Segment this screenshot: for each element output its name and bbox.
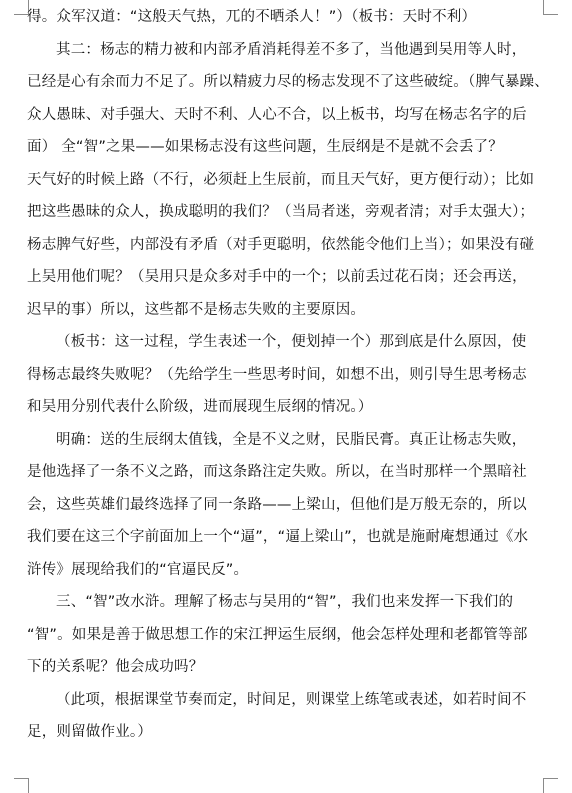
text-line: 是他选择了一条不义之路，而这条路注定失败。所以，在当时那样一个黑暗社 [27,464,527,480]
text-line: （板书：这一过程，学生表述一个，便划掉一个）那到底是什么原因，使 [56,334,527,350]
text-line: 得杨志最终失败呢？（先给学生一些思考时间，如想不出，则引导生思考杨志 [27,366,527,383]
text-line: 下的关系呢？他会成功吗？ [27,659,204,675]
text-line: 得。众军汉道：“这般天气热，兀的不晒杀人！”）（板书：天时不利） [27,9,477,25]
text-line: 把这些愚昧的众人，换成聪明的我们？（当局者迷，旁观者清；对手太强大）； [27,204,535,220]
text-line: 杨志脾气好些，内部没有矛盾（对手更聪明，依然能令他们上当）；如果没有碰 [27,236,535,253]
text-line: 和吴用分别代表什么阶级，进而展现生辰纲的情况。） [27,399,373,415]
text-line: 天气好的时候上路（不行，必须赶上生辰前，而且天气好，更方便行动）；比如 [27,171,535,188]
text-line: 上吴用他们呢？（吴用只是众多对手中的一个；以前丢过花石岗；还会再送， [27,269,527,285]
text-line: 众人愚昧、对手强大、天时不利、人心不合，以上板书，均写在杨志名字的后 [27,106,527,123]
text-line: 浒传》展现给我们的“官逼民反”。 [27,561,249,578]
text-line: 已经是心有余而力不足了。所以精疲力尽的杨志发现不了这些破绽。（脾气暴躁、 [27,74,549,90]
text-line: 会，这些英雄们最终选择了同一条路——上梁山，但他们是万般无奈的，所以 [27,496,527,513]
page-corner-mark [543,778,558,793]
text-line: 迟早的事）所以，这些都不是杨志失败的主要原因。 [27,301,366,318]
text-line: 我们要在这三个字前面加上一个“逼”，“逼上梁山”，也就是施耐庵想通过《水 [27,529,529,545]
text-line: 明确：送的生辰纲太值钱，全是不义之财，民脂民膏。真正让杨志失败， [56,431,527,448]
text-line: （此项，根据课堂节奏而定，时间足，则课堂上练笔或表述，如若时间不 [56,691,527,708]
text-line: 足，则留做作业。） [27,724,153,740]
text-line: “智”。如果是善于做思想工作的宋江押运生辰纲，他会怎样处理和老都管等部 [27,626,528,643]
text-line: 三、“智”改水浒。理解了杨志与吴用的“智”，我们也来发挥一下我们的 [56,594,514,610]
document-body [27,6,552,745]
text-line: 面） 全“智”之果——如果杨志没有这些问题，生辰纲是不是就不会丢了？ [27,139,503,155]
page-corner-mark [14,778,29,793]
text-line: 其二：杨志的精力被和内部矛盾消耗得差不多了，当他遇到吴用等人时， [56,41,527,58]
